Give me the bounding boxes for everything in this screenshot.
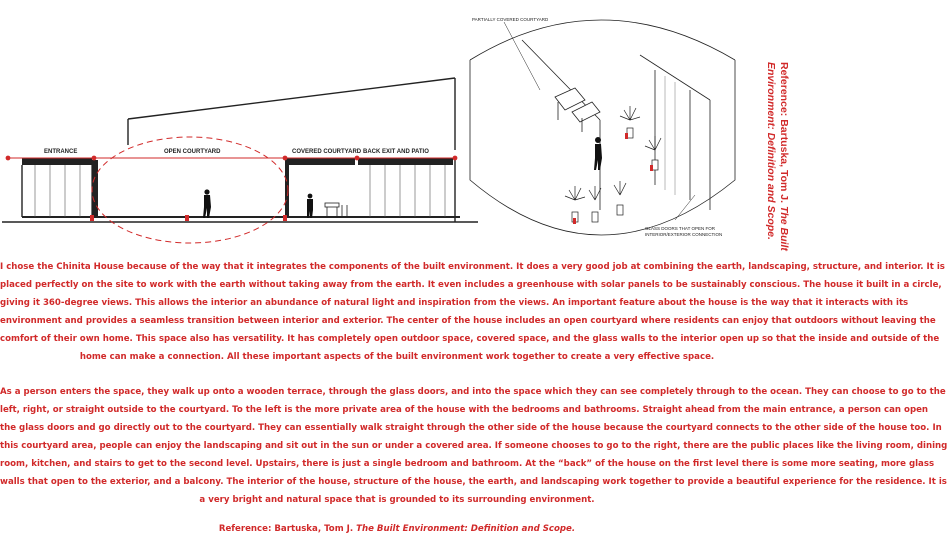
back-exit-roof	[358, 158, 453, 165]
reference-bottom-title: The Built Environment: Definition and Scope.	[356, 524, 576, 534]
label-back-exit: BACK EXIT AND PATIO	[363, 149, 429, 155]
reference-bottom-prefix: Reference: Bartuska, Tom J.	[218, 524, 357, 534]
section-drawing	[0, 0, 480, 240]
reference-bottom	[0, 524, 794, 534]
label-open-courtyard: OPEN COURTYARD	[164, 149, 221, 155]
paragraph-1-line: comfort of their own home. This space also has versatility. It has completely open outdoor space, covered space, and the glass walls to the interior open up so that the inside and outside of the	[0, 334, 940, 344]
plants	[565, 106, 661, 222]
label-entrance: ENTRANCE	[44, 149, 78, 155]
paragraph-2-line: the glass doors and go directly out to the courtyard. They can essentially walk straight through the other side of the house because the courtyard connects to the other side of the house too. In	[0, 423, 942, 433]
person-figure-plan	[594, 137, 602, 170]
paragraph-1-line: environment and provides a seamless transition between interior and exterior. The center of the house includes an open courtyard where residents can enjoy that outdoors without leaving the	[0, 316, 936, 326]
reference-vertical-title: The Built Environment: Definition and Scope.	[765, 62, 790, 251]
person-figure-2	[307, 194, 313, 218]
reference-vertical-prefix: Reference: Bartuska, Tom J.	[778, 62, 790, 206]
covered-courtyard-roof	[285, 158, 355, 165]
reference-vertical	[758, 62, 790, 252]
label-partially-covered: PARTIALLY COVERED COURTYARD	[472, 17, 549, 22]
patio-furniture	[325, 203, 347, 217]
cylinder-outline	[470, 60, 735, 235]
roof-line	[128, 78, 455, 119]
label-glass-doors-1: GLASS DOORS THAT OPEN FOR	[645, 226, 716, 231]
label-covered-courtyard: COVERED COURTYARD	[292, 149, 362, 155]
paragraph-1-line: I chose the Chinita House because of the way that it integrates the components of the built environment. It does a very good job at combining the earth, landscaping, structure, and interior. It is	[0, 262, 945, 272]
entrance-roof	[22, 158, 92, 165]
paragraph-2-line: As a person enters the space, they walk up onto a wooden terrace, through the glass doors, and into the space which they can see completely through to the ocean. They can choose to go to the	[0, 387, 946, 397]
red-markers	[573, 133, 653, 224]
paragraph-2-line: left, right, or straight outside to the courtyard. To the left is the more private area of the house with the bedrooms and bathrooms. Straight ahead from the main entrance, a person can open	[0, 405, 929, 415]
benches	[555, 88, 600, 132]
paragraph-1-line: placed perfectly on the site to work with the earth without taking away from the earth. It even includes a greenhouse with solar panels to be sustainably conscious. The house it built in a circle,	[0, 280, 942, 290]
plan-drawing	[450, 0, 750, 255]
paragraph-2-line: walls that open to the exterior, and a balcony. The interior of the house, structure of the house, the earth, and landscaping work together to provide a beautiful experience for the residence. It is	[0, 477, 947, 487]
paragraph-2-line: a very bright and natural space that is grounded to its surrounding environment.	[199, 495, 595, 505]
paragraph-2-line: room, kitchen, and stairs to get to the second level. Upstairs, there is just a single bedroom and bathroom. At the “back” of the house on the first level there is some more seating, more glass	[0, 459, 935, 469]
label-glass-doors-2: INTERIOR/EXTERIOR CONNECTION	[645, 232, 723, 237]
paragraph-1	[0, 258, 945, 366]
paragraph-1-line: giving it 360-degree views. This allows the interior an abundance of natural light and inspiration from the views. An important feature about the house is the way that it interacts with its	[0, 298, 909, 308]
paragraph-1-line: home can make a connection. All these important aspects of the built environment work together to create a very effective space.	[79, 352, 715, 362]
paragraph-2	[0, 383, 947, 509]
person-figure	[203, 189, 211, 218]
paragraph-2-line: this courtyard area, people can enjoy the landscaping and sit out in the sun or under a covered area. If someone chooses to go to the right, there are the public places like the living room, dining	[0, 441, 947, 451]
